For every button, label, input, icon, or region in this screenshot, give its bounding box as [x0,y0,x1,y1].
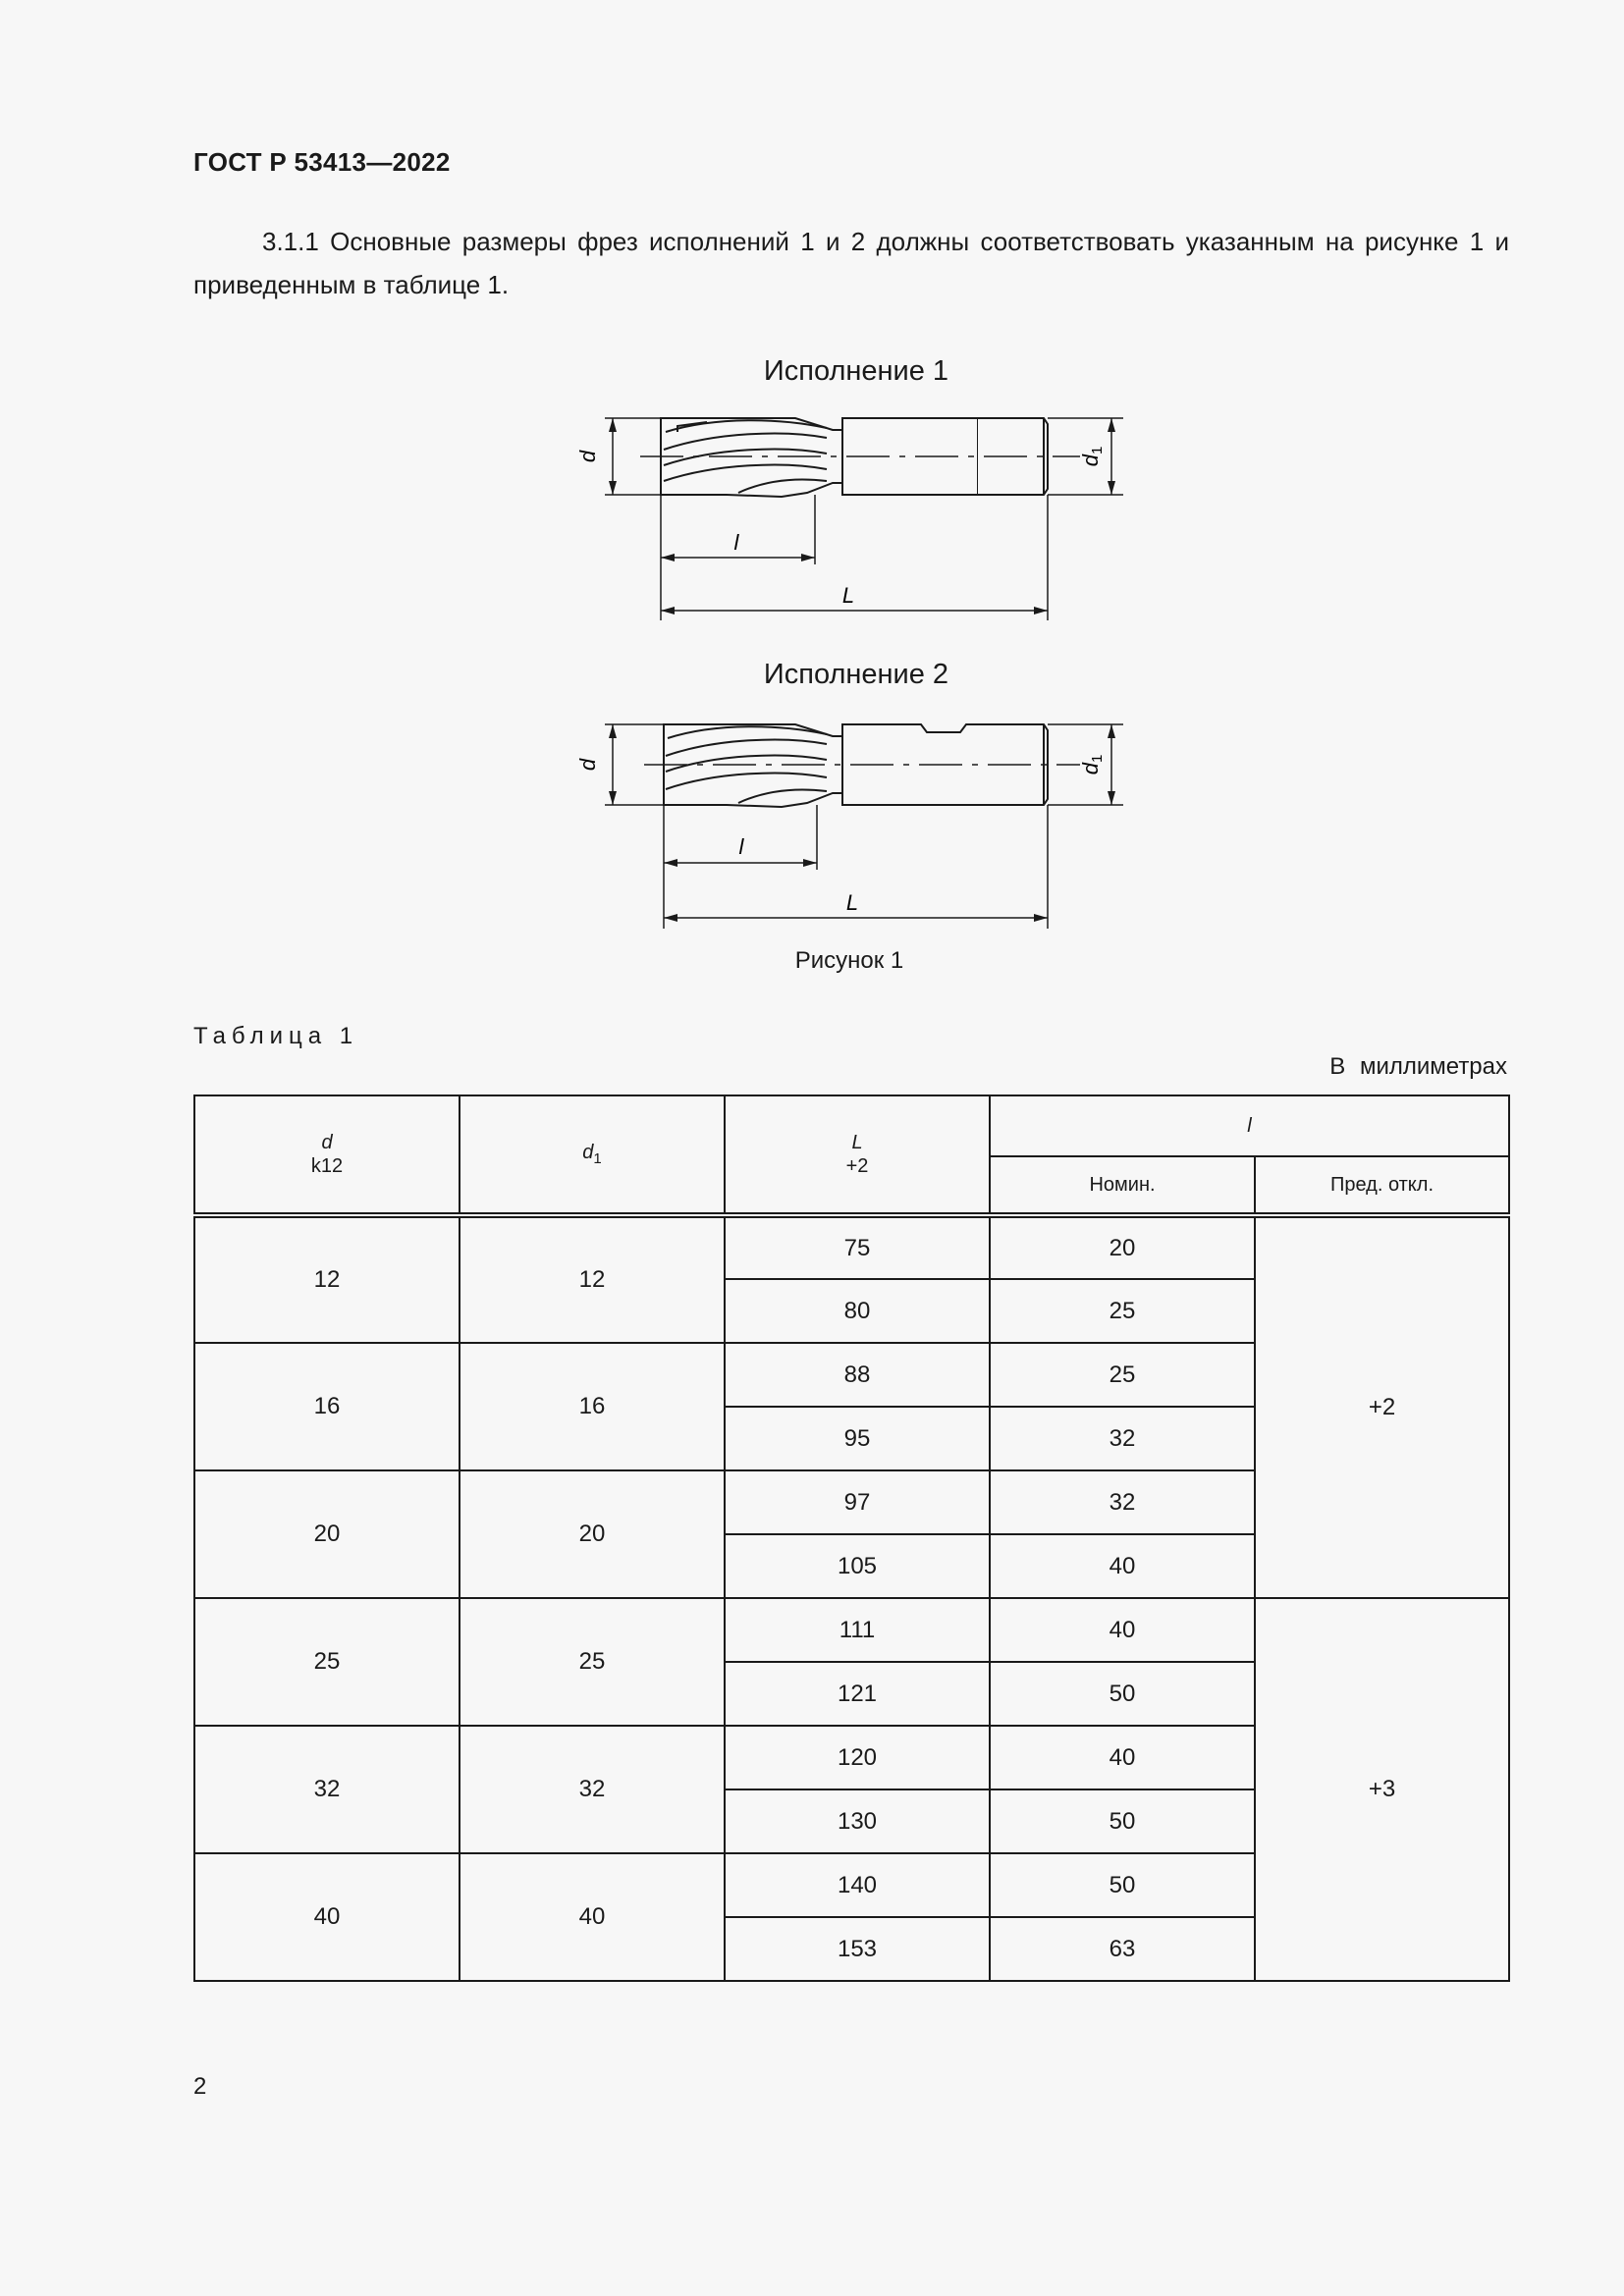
dim-l-label: l [738,834,744,859]
cell-d1: 12 [460,1215,725,1343]
cell-l: 32 [990,1470,1255,1534]
dim-d1-label: $d_1$ [1077,754,1106,775]
cell-l: 25 [990,1279,1255,1343]
table-row [194,1598,1509,1662]
cell-d: 25 [194,1598,460,1726]
cell-l: 50 [990,1853,1255,1917]
dim-d-label: d [574,450,600,463]
cell-L: 95 [725,1407,990,1470]
cell-L: 105 [725,1534,990,1598]
cell-l: 32 [990,1407,1255,1470]
cell-l: 40 [990,1534,1255,1598]
table-units-note: В миллиметрах [1329,1053,1507,1080]
cell-l: 25 [990,1343,1255,1407]
cell-l: 20 [990,1215,1255,1279]
cutting-part-outline [664,724,842,807]
cell-l: 50 [990,1789,1255,1853]
dim-d-label: d [574,758,600,772]
header-d1: $d_1$ [460,1095,725,1215]
dim-d1-label: $d_1$ [1077,446,1106,467]
cell-L: 75 [725,1215,990,1279]
cell-l: 40 [990,1726,1255,1789]
cell-L: 153 [725,1917,990,1981]
cell-d1: 16 [460,1343,725,1470]
cell-d: 32 [194,1726,460,1853]
cell-l-deviation: +3 [1255,1598,1509,1981]
dimensions-table [193,1095,1510,1982]
cell-l: 63 [990,1917,1255,1981]
cell-d1: 40 [460,1853,725,1981]
cell-l: 40 [990,1598,1255,1662]
figure-variant2-drawing [569,711,1159,936]
cell-L: 130 [725,1789,990,1853]
figure-variant1-title: Исполнение 1 [763,355,949,387]
dim-l-label: l [733,530,739,555]
cell-d: 12 [194,1215,460,1343]
cell-d1: 32 [460,1726,725,1853]
header-l-deviation: Пред. откл. [1255,1156,1509,1215]
cell-l-deviation: +2 [1255,1215,1509,1598]
document-header: ГОСТ Р 53413—2022 [193,147,451,177]
table-row [194,1215,1509,1279]
dim-L-label: L [845,890,859,915]
cell-d1: 20 [460,1470,725,1598]
header-L: L +2 [725,1095,990,1215]
figure-variant1-drawing [569,402,1159,628]
figure-variant2-title: Исполнение 2 [763,659,949,690]
cell-d: 40 [194,1853,460,1981]
cell-L: 111 [725,1598,990,1662]
cell-L: 97 [725,1470,990,1534]
cell-l: 50 [990,1662,1255,1726]
cell-L: 88 [725,1343,990,1407]
cell-d: 20 [194,1470,460,1598]
dim-L-label: L [841,583,855,608]
cell-d: 16 [194,1343,460,1470]
figure-caption: Рисунок 1 [794,947,904,974]
cell-d1: 25 [460,1598,725,1726]
cell-L: 140 [725,1853,990,1917]
cell-L: 120 [725,1726,990,1789]
clause-paragraph: 3.1.1 Основные размеры фрез исполнений 1 и 2 должны соответствовать указанным на рисунке 1 и приведенным в таблице 1. [193,227,1509,299]
header-d: d k12 [194,1095,460,1215]
header-l: l [990,1095,1509,1156]
cell-L: 121 [725,1662,990,1726]
table-label: Таблица 1 [193,1023,359,1049]
page-number: 2 [193,2073,207,2100]
cell-L: 80 [725,1279,990,1343]
header-l-nominal: Номин. [990,1156,1255,1215]
